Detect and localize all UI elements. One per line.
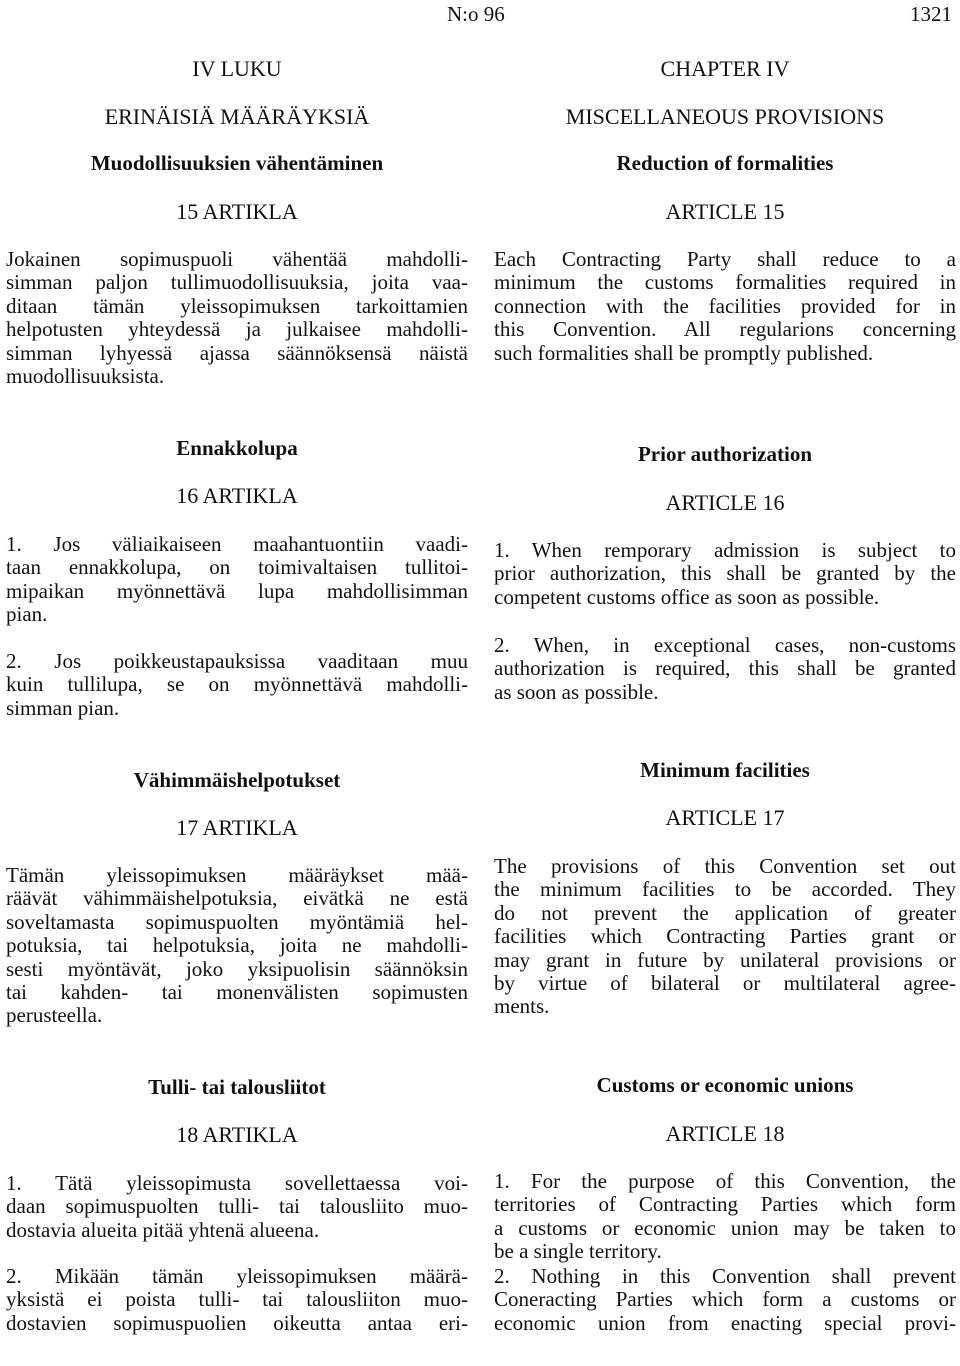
article-paragraph-18-1 [494,1170,956,1264]
chapter-title: MISCELLANEOUS PROVISIONS [565,104,885,129]
section-heading-16: Ennakkolupa [176,436,298,460]
text-line: potuksia, tai helpotuksia, joita ne mahdolli- [6,933,468,958]
text-line: soveltamasta sopimuspuolten myöntämiä hel- [6,909,468,934]
article-body-17 [6,864,468,1028]
text-line: 2. Mikään tämän yleissopimuksen määrä- [6,1264,468,1288]
article-label-15: ARTICLE 15 [665,199,785,224]
article-body-15 [6,248,468,388]
article-label-18: 18 ARTIKLA [176,1122,298,1147]
text-line: territories of Contracting Parties which form [494,1192,956,1217]
section-heading-18: Customs or economic unions [596,1073,854,1097]
text-line: 2. Jos poikkeustapauksissa vaaditaan muu [6,649,468,673]
article-body-15 [494,248,956,365]
text-line: connection with the facilities provided for in [494,293,956,318]
article-label-17: 17 ARTIKLA [176,815,298,840]
section-heading-16: Prior authorization [637,442,812,466]
text-line: prior authorization, this shall be granted by the [494,561,956,586]
text-line: sesti myöntävät, joko yksipuolisin säännöksin [6,956,468,981]
text-line: mipaikan myönnettävä lupa mahdollisimman [6,578,468,603]
text-line: muodollisuuksista. [6,364,165,389]
text-line: as soon as possible. [494,679,659,704]
text-line: 1. Tätä yleissopimusta sovellettaessa voi- [6,1171,468,1195]
text-line: Each Contracting Party shall reduce to a [494,247,956,271]
article-paragraph-16-1 [494,539,956,609]
text-line: ments. [494,994,550,1019]
text-line: 2. When, in exceptional cases, non-customs [494,633,956,657]
text-line: yksistä ei poista tulli- tai talousliiton muo- [6,1287,468,1312]
text-line: 1. When remporary admission is subject to [494,538,956,562]
text-line: simman lyhyessä ajassa säännöksensä näistä [6,340,468,365]
page-number-label: N:o 96 [447,2,505,26]
chapter-label: IV LUKU [192,56,282,81]
section-heading-15: Reduction of formalities [616,151,834,175]
text-line: may grant in future by unilateral provisions or [494,947,956,972]
article-paragraph-18-2 [494,1265,956,1335]
text-line: such formalities shall be promptly published. [494,340,874,365]
text-line: The provisions of this Convention set out [494,854,956,878]
section-heading-15: Muodollisuuksien vähentäminen [90,151,384,175]
text-line: pian. [6,602,48,627]
article-paragraph-16-2 [6,650,468,720]
text-line: räävät vähimmäishelpotuksia, eivätkä ne estä [6,886,468,911]
article-paragraph-18-1 [6,1172,468,1242]
article-label-17: ARTICLE 17 [665,805,785,830]
text-line: tai kahden- tai monenvälisten sopimusten [6,980,468,1005]
text-line: a customs or economic union may be taken to [494,1215,956,1240]
text-line: 1. Jos väliaikaiseen maahantuontiin vaadi- [6,532,468,556]
text-line: the minimum facilities to be accorded. They [494,877,956,902]
text-line: Tämän yleissopimuksen määräykset mää- [6,863,468,887]
text-line: by virtue of bilateral or multilateral agree- [494,971,956,996]
article-paragraph-18-2 [6,1265,468,1335]
text-line: 2. Nothing in this Convention shall prevent [494,1264,956,1288]
section-heading-17: Vähimmäishelpotukset [133,768,341,792]
article-label-18: ARTICLE 18 [665,1121,785,1146]
text-line: ditaan tämän yleissopimuksen tarkoittamien [6,293,468,318]
article-body-17 [494,855,956,1019]
text-line: dostavien sopimuspuolien oikeutta antaa eri- [6,1310,468,1335]
chapter-title: ERINÄISIÄ MÄÄRÄYKSIÄ [104,104,370,129]
page-number: 1321 [910,2,952,26]
text-line: be a single territory. [494,1239,662,1264]
text-line: competent customs office as soon as possible. [494,584,880,609]
article-label-16: 16 ARTIKLA [176,483,298,508]
text-line: facilities which Contracting Parties grant or [494,924,956,949]
text-line: Coneracting Parties which form a customs or [494,1287,956,1312]
text-line: daan sopimuspuolten tulli- tai talousliito muo- [6,1194,468,1219]
article-label-15: 15 ARTIKLA [176,199,298,224]
text-line: taan ennakkolupa, on toimivaltaisen tullitoi- [6,555,468,580]
text-line: simman pian. [6,695,120,720]
text-line: do not prevent the application of greater [494,900,956,925]
text-line: dostavia alueita pitää yhtenä alueena. [6,1217,320,1242]
text-line: kuin tullilupa, se on myönnettävä mahdolli- [6,672,468,697]
article-paragraph-16-1 [6,533,468,627]
chapter-label: CHAPTER IV [660,56,790,81]
text-line: minimum the customs formalities required in [494,270,956,295]
text-line: Jokainen sopimuspuoli vähentää mahdolli- [6,247,468,271]
text-line: simman paljon tullimuodollisuuksia, joita vaa- [6,270,468,295]
article-label-16: ARTICLE 16 [665,490,785,515]
text-line: this Convention. All regularions concerning [494,317,956,342]
section-heading-17: Minimum facilities [640,758,810,782]
text-line: 1. For the purpose of this Convention, the [494,1169,956,1193]
section-heading-18: Tulli- tai talousliitot [148,1075,326,1099]
article-paragraph-16-2 [494,634,956,704]
text-line: perusteella. [6,1003,103,1028]
text-line: helpotusten yhteydessä ja julkaisee mahdolli- [6,317,468,342]
text-line: authorization is required, this shall be granted [494,656,956,681]
text-line: economic union from enacting special provi- [494,1310,956,1335]
